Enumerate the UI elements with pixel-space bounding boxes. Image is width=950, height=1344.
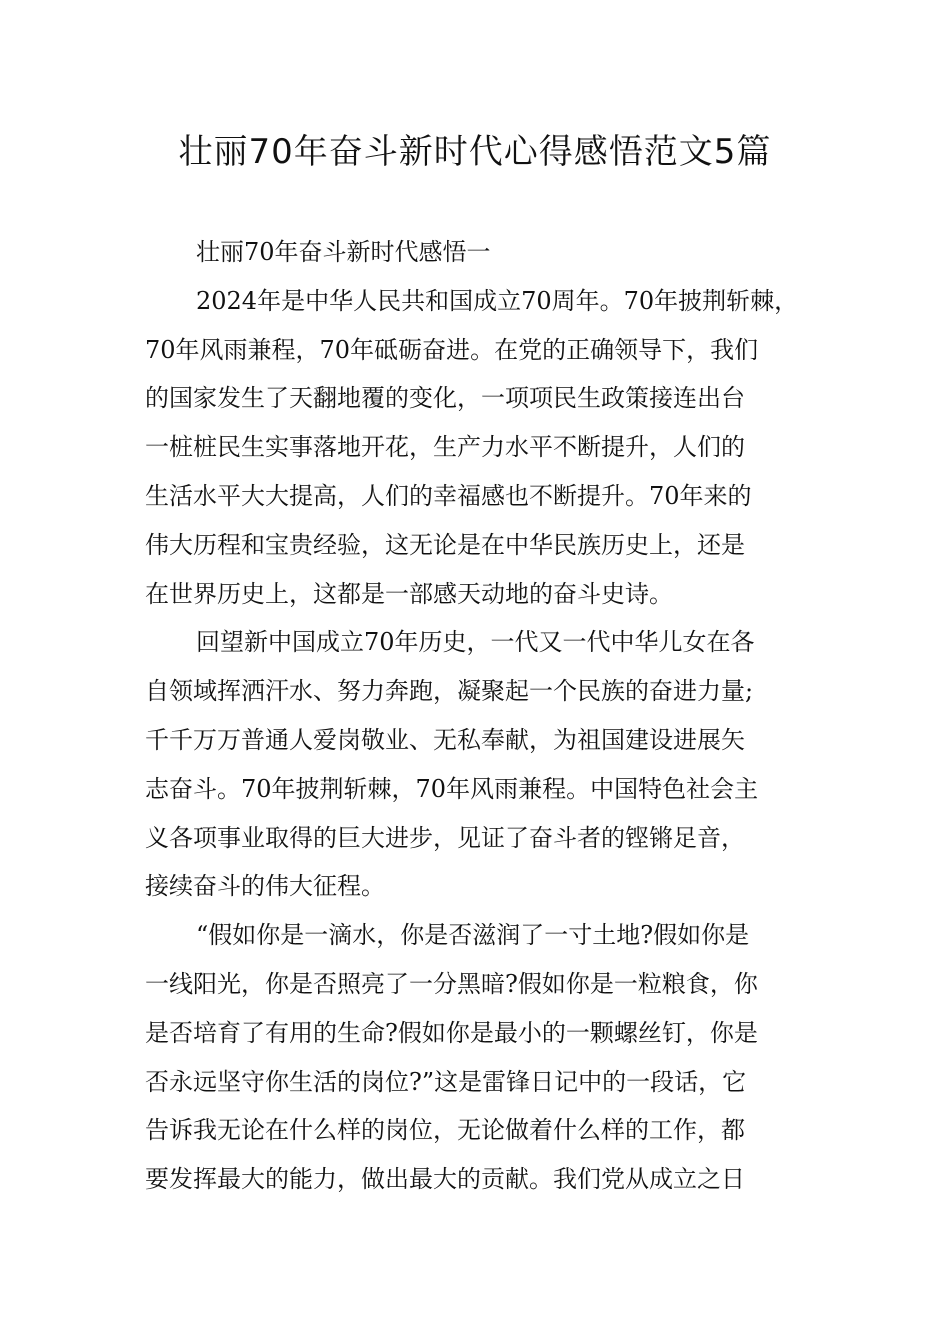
paragraph-2 [145,618,815,911]
paragraph-line: 在世界历史上，这都是一部感天动地的奋斗史诗。 [145,579,673,608]
document-body [145,228,815,1204]
section-subheading: 壮丽70年奋斗新时代感悟一 [196,238,491,266]
paragraph-line: 志奋斗。70年披荆斩棘，70年风雨兼程。中国特色社会主 [145,774,759,803]
paragraph-line: 的国家发生了天翻地覆的变化，一项项民生政策接连出台 [145,384,745,413]
paragraph-3 [145,911,815,1204]
paragraph-line: 伟大历程和宝贵经验，这无论是在中华民族历史上，还是 [145,530,745,559]
paragraph-line: 义各项事业取得的巨大进步，见证了奋斗者的铿锵足音， [145,823,745,852]
paragraph-line: 一桩桩民生实事落地开花，生产力水平不断提升，人们的 [145,433,745,462]
paragraph-line: “假如你是一滴水，你是否滋润了一寸土地?假如你是 [196,921,750,950]
paragraph-line: 否永远坚守你生活的岗位?”这是雷锋日记中的一段话，它 [145,1067,747,1096]
paragraph-line: 一线阳光，你是否照亮了一分黑暗?假如你是一粒粮食，你 [145,969,758,998]
paragraph-line: 千千万万普通人爱岗敬业、无私奉献，为祖国建设进展矢 [145,725,745,754]
paragraph-line: 自领域挥洒汗水、努力奔跑，凝聚起一个民族的奋进力量; [145,677,754,706]
paragraph-1 [145,277,815,619]
paragraph-line: 70年风雨兼程，70年砥砺奋进。在党的正确领导下，我们 [145,335,759,364]
paragraph-line: 要发挥最大的能力，做出最大的贡献。我们党从成立之日 [145,1165,745,1194]
paragraph-line: 接续奋斗的伟大征程。 [145,872,385,901]
paragraph-line: 告诉我无论在什么样的岗位，无论做着什么样的工作，都 [145,1116,745,1145]
document-title: 壮丽70年奋斗新时代心得感悟范文5篇 [178,132,772,172]
paragraph-line: 2024年是中华人民共和国成立70周年。70年披荆斩棘， [196,286,799,315]
paragraph-line: 生活水平大大提高，人们的幸福感也不断提升。70年来的 [145,481,752,510]
paragraph-line: 回望新中国成立70年历史，一代又一代中华儿女在各 [196,628,755,657]
paragraph-line: 是否培育了有用的生命?假如你是最小的一颗螺丝钉，你是 [145,1018,758,1047]
